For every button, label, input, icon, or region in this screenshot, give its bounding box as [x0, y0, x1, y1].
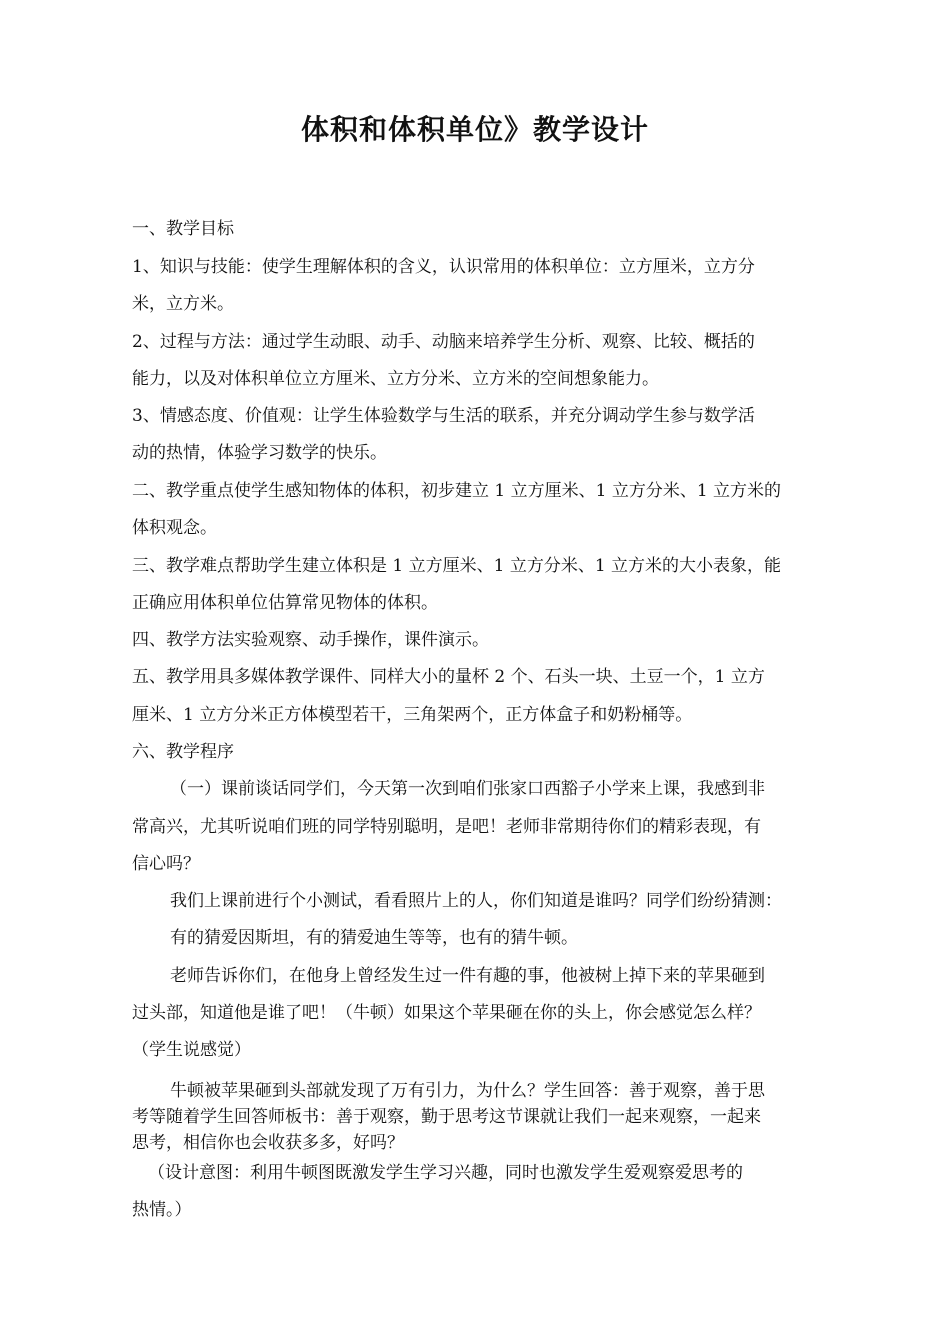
- heading-teaching-methods: 四、教学方法实验观察、动手操作，课件演示。: [132, 630, 489, 650]
- paragraph-line: 1、知识与技能：使学生理解体积的含义，认识常用的体积单位：立方厘米，立方分: [132, 257, 755, 277]
- paragraph-line: 常高兴，尤其听说咱们班的同学特别聪明，是吧！老师非常期待你们的精彩表现，有: [132, 817, 761, 837]
- paragraph-line: 正确应用体积单位估算常见物体的体积。: [132, 593, 438, 613]
- paragraph-line: 3、情感态度、价值观：让学生体验数学与生活的联系，并充分调动学生参与数学活: [132, 406, 755, 426]
- paragraph-line: 动的热情，体验学习数学的快乐。: [132, 443, 387, 463]
- paragraph-line: 过头部，知道他是谁了吧！（牛顿）如果这个苹果砸在你的头上，你会感觉怎么样？: [132, 1003, 761, 1023]
- paragraph-line: 老师告诉你们，在他身上曾经发生过一件有趣的事，他被树上掉下来的苹果砸到: [170, 966, 765, 986]
- paragraph-line: 2、过程与方法：通过学生动眼、动手、动脑来培养学生分析、观察、比较、概括的: [132, 332, 755, 352]
- paragraph-line: 厘米、1 立方分米正方体模型若干，三角架两个，正方体盒子和奶粉桶等。: [132, 705, 693, 725]
- paragraph-line: 我们上课前进行个小测试，看看照片上的人，你们知道是谁吗？同学们纷纷猜测：: [170, 891, 782, 911]
- paragraph-line: （学生说感觉）: [132, 1040, 251, 1060]
- paragraph-line: 信心吗？: [132, 854, 200, 874]
- heading-difficulties: 三、教学难点帮助学生建立体积是 1 立方厘米、1 立方分米、1 立方米的大小表象，能: [132, 556, 782, 576]
- design-intent-line: 热情。）: [132, 1200, 192, 1220]
- paragraph-line: 有的猜爱因斯坦，有的猜爱迪生等等，也有的猜牛顿。: [170, 928, 578, 948]
- paragraph-line: 牛顿被苹果砸到头部就发现了万有引力，为什么？学生回答：善于观察，善于思: [170, 1081, 765, 1101]
- heading-teaching-objectives: 一、教学目标: [132, 219, 234, 239]
- paragraph-line: 米，立方米。: [132, 294, 234, 314]
- heading-key-points: 二、教学重点使学生感知物体的体积，初步建立 1 立方厘米、1 立方分米、1 立方米的: [132, 481, 782, 501]
- heading-teaching-procedure: 六、教学程序: [132, 742, 234, 762]
- paragraph-line: （一）课前谈话同学们，今天第一次到咱们张家口西豁子小学来上课，我感到非: [170, 779, 765, 799]
- paragraph-line: 思考，相信你也会收获多多，好吗？: [132, 1133, 404, 1153]
- heading-teaching-aids: 五、教学用具多媒体教学课件、同样大小的量杯 2 个、石头一块、土豆一个，1 立方: [132, 667, 765, 687]
- document-title: 体积和体积单位》教学设计: [300, 113, 649, 146]
- paragraph-line: 体积观念。: [132, 518, 217, 538]
- design-intent-line: （设计意图：利用牛顿图既激发学生学习兴趣，同时也激发学生爱观察爱思考的: [148, 1163, 743, 1183]
- paragraph-line: 考等随着学生回答师板书：善于观察，勤于思考这节课就让我们一起来观察，一起来: [132, 1107, 761, 1127]
- paragraph-line: 能力，以及对体积单位立方厘米、立方分米、立方米的空间想象能力。: [132, 369, 659, 389]
